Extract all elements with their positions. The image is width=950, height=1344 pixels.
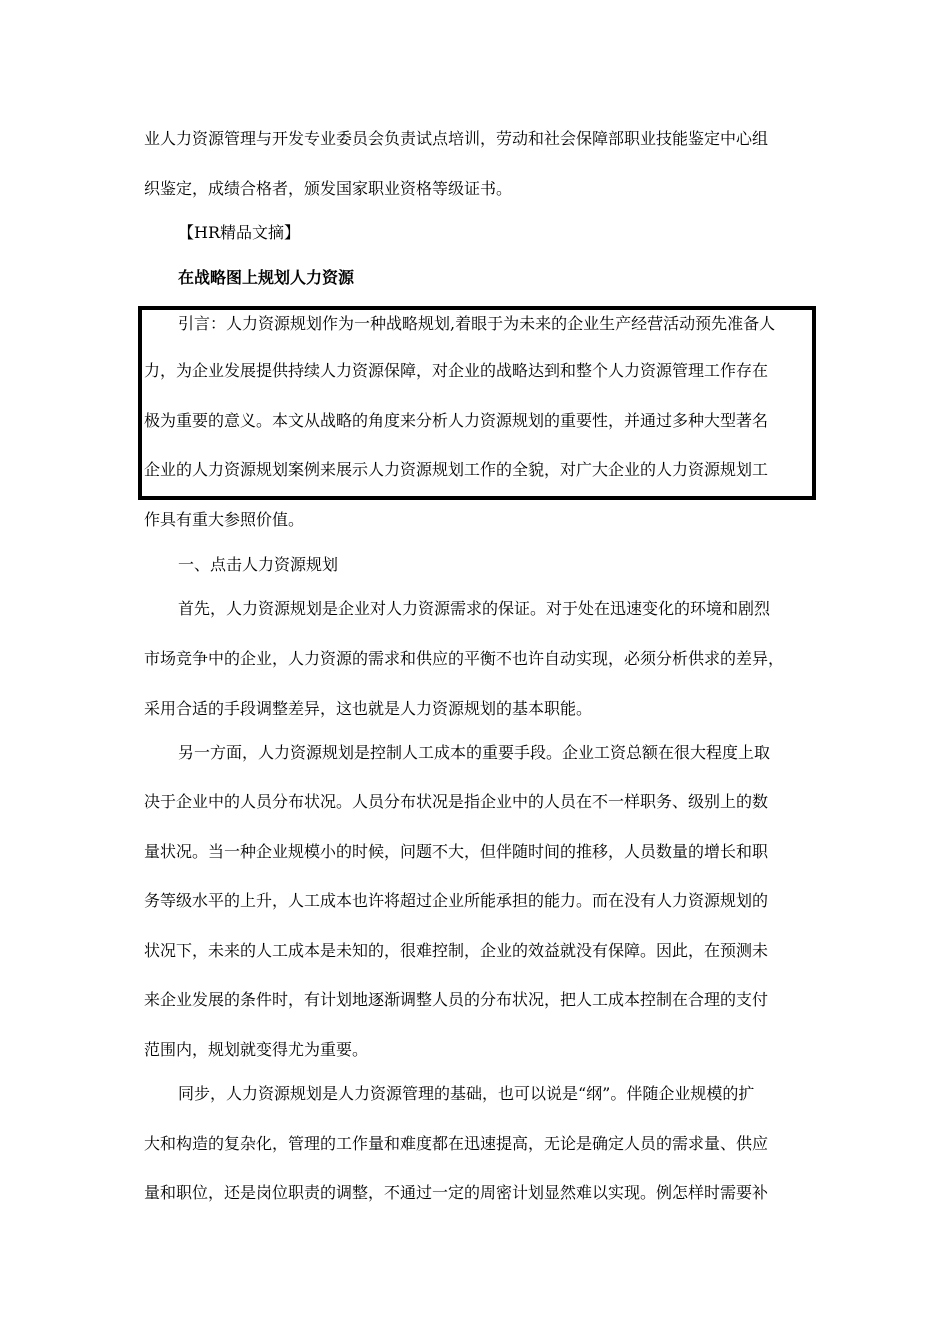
section-heading: 一、点击人力资源规划: [178, 555, 339, 574]
text-line: 织鉴定，成绩合格者，颁发国家职业资格等级证书。: [144, 179, 513, 198]
paragraph-line: 决于企业中的人员分布状况。人员分布状况是指企业中的人员在不一样职务、级别上的数: [144, 792, 769, 811]
article-title: 在战略图上规划人力资源: [178, 268, 355, 287]
paragraph-line: 务等级水平的上升，人工成本也许将超过企业所能承担的能力。而在没有人力资源规划的: [144, 891, 769, 910]
paragraph-line: 范围内，规划就变得尤为重要。: [144, 1040, 369, 1059]
paragraph-line: 大和构造的复杂化，管理的工作量和难度都在迅速提高，无论是确定人员的需求量、供应: [144, 1134, 769, 1153]
paragraph-line: 量状况。当一种企业规模小的时候，问题不大，但伴随时间的推移，人员数量的增长和职: [144, 842, 769, 861]
intro-line: 引言：人力资源规划作为一种战略规划,着眼于为未来的企业生产经营活动预先准备人: [178, 314, 776, 333]
paragraph-line: 来企业发展的条件时，有计划地逐渐调整人员的分布状况，把人工成本控制在合理的支付: [144, 990, 769, 1009]
intro-line: 极为重要的意义。本文从战略的角度来分析人力资源规划的重要性，并通过多种大型著名: [144, 411, 769, 430]
text-line: 业人力资源管理与开发专业委员会负责试点培训，劳动和社会保障部职业技能鉴定中心组: [144, 129, 769, 148]
intro-line: 力，为企业发展提供持续人力资源保障，对企业的战略达到和整个人力资源管理工作存在: [144, 361, 769, 380]
paragraph-line: 同步，人力资源规划是人力资源管理的基础，也可以说是“纲”。伴随企业规模的扩: [178, 1084, 755, 1103]
paragraph-line: 市场竞争中的企业，人力资源的需求和供应的平衡不也许自动实现，必须分析供求的差异，: [144, 649, 785, 668]
section-tag: 【HR精品文摘】: [178, 223, 301, 242]
intro-line: 企业的人力资源规划案例来展示人力资源规划工作的全貌，对广大企业的人力资源规划工: [144, 460, 769, 479]
paragraph-line: 采用合适的手段调整差异，这也就是人力资源规划的基本职能。: [144, 699, 593, 718]
intro-line: 作具有重大参照价值。: [144, 510, 305, 529]
paragraph-line: 量和职位，还是岗位职责的调整，不通过一定的周密计划显然难以实现。例怎样时需要补: [144, 1183, 769, 1202]
paragraph-line: 另一方面，人力资源规划是控制人工成本的重要手段。企业工资总额在很大程度上取: [178, 743, 771, 762]
paragraph-line: 状况下，未来的人工成本是未知的，很难控制，企业的效益就没有保障。因此，在预测未: [144, 941, 769, 960]
paragraph-line: 首先，人力资源规划是企业对人力资源需求的保证。对于处在迅速变化的环境和剧烈: [178, 599, 771, 618]
